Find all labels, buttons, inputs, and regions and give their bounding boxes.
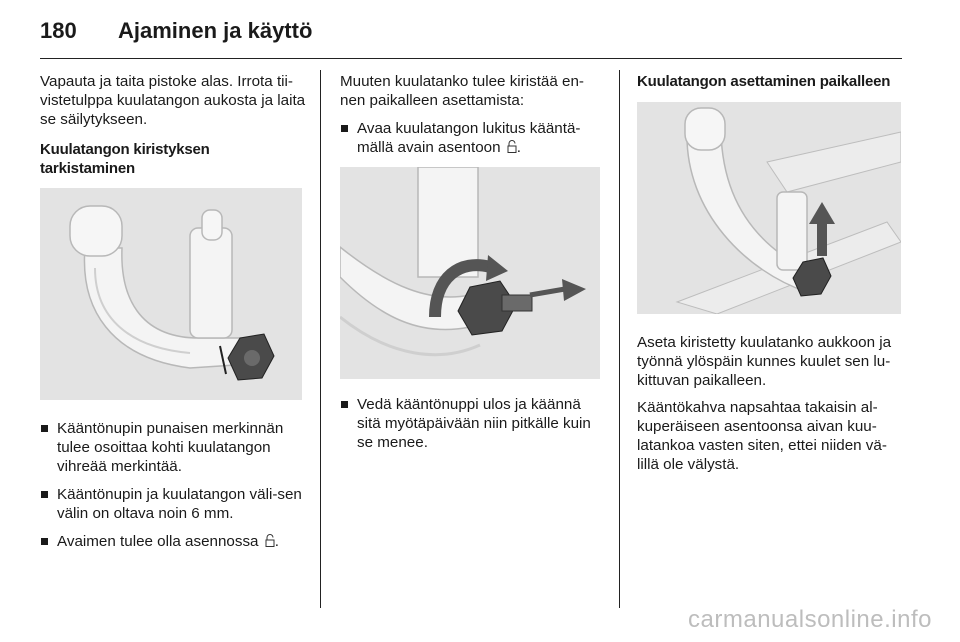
col1-heading-line2: tarkistaminen [40,160,135,177]
col3-paragraph-2: Kääntökahva napsahtaa takaisin al-kuperäiseen asentoonsa aivan kuu-latankoa vasten siten, ettei niiden vä-lillä ole välystä. [637,399,887,473]
towbar-illustration-1 [40,188,302,400]
watermark: carmanualsonline.info [688,606,932,633]
col1-intro: Vapauta ja taita pistoke alas. Irrota tii-vistetulppa kuulatangon aukosta ja laita se säilytykseen. [40,73,306,128]
column-1 [40,72,308,560]
col1-heading [40,140,308,178]
bullet-square-icon [341,401,348,408]
column-3 [637,72,903,485]
col2-bullet-1: Avaa kuulatangon lukitus kääntä-mällä avain asentoon . [340,119,608,157]
col1-heading-line1: Kuulatangon kiristyksen [40,141,210,158]
col1-bullet-3: Avaimen tulee olla asennossa . [40,532,308,551]
column-divider-2 [619,70,620,608]
column-2 [340,72,608,461]
bullet-square-icon [41,538,48,545]
figure-insert-towbar [637,102,901,314]
bullet-square-icon [341,125,348,132]
unlocked-padlock-icon [507,140,517,153]
col2-bullet-2: Vedä kääntönuppi ulos ja käännä sitä myötäpäivään niin pitkälle kuin se menee. [340,395,608,452]
towbar-illustration-3 [637,102,901,314]
header-rule [40,58,902,59]
figure-tightness-check [40,188,302,400]
col3-paragraph-1: Aseta kiristetty kuulatanko aukkoon ja työnnä ylöspäin kunnes kuulet sen lu-kittuvan paikalleen. [637,334,892,389]
col1-bullet-1: Kääntönupin punaisen merkinnän tulee osoittaa kohti kuulatangon vihreää merkintää. [40,419,308,476]
page-title: Ajaminen ja käyttö [118,18,313,43]
towbar-illustration-2 [340,167,600,379]
page-number: 180 [40,18,77,43]
column-divider-1 [320,70,321,608]
col1-bullet-2: Kääntönupin ja kuulatangon väli-sen välin on oltava noin 6 mm. [40,485,308,523]
unlocked-padlock-icon [265,534,275,547]
bullet-square-icon [41,491,48,498]
bullet-square-icon [41,425,48,432]
figure-unlock-knob [340,167,600,379]
col2-intro: Muuten kuulatanko tulee kiristää en-nen paikalleen asettamista: [340,73,584,109]
col3-heading: Kuulatangon asettaminen paikalleen [637,73,891,90]
page-header [40,18,312,50]
